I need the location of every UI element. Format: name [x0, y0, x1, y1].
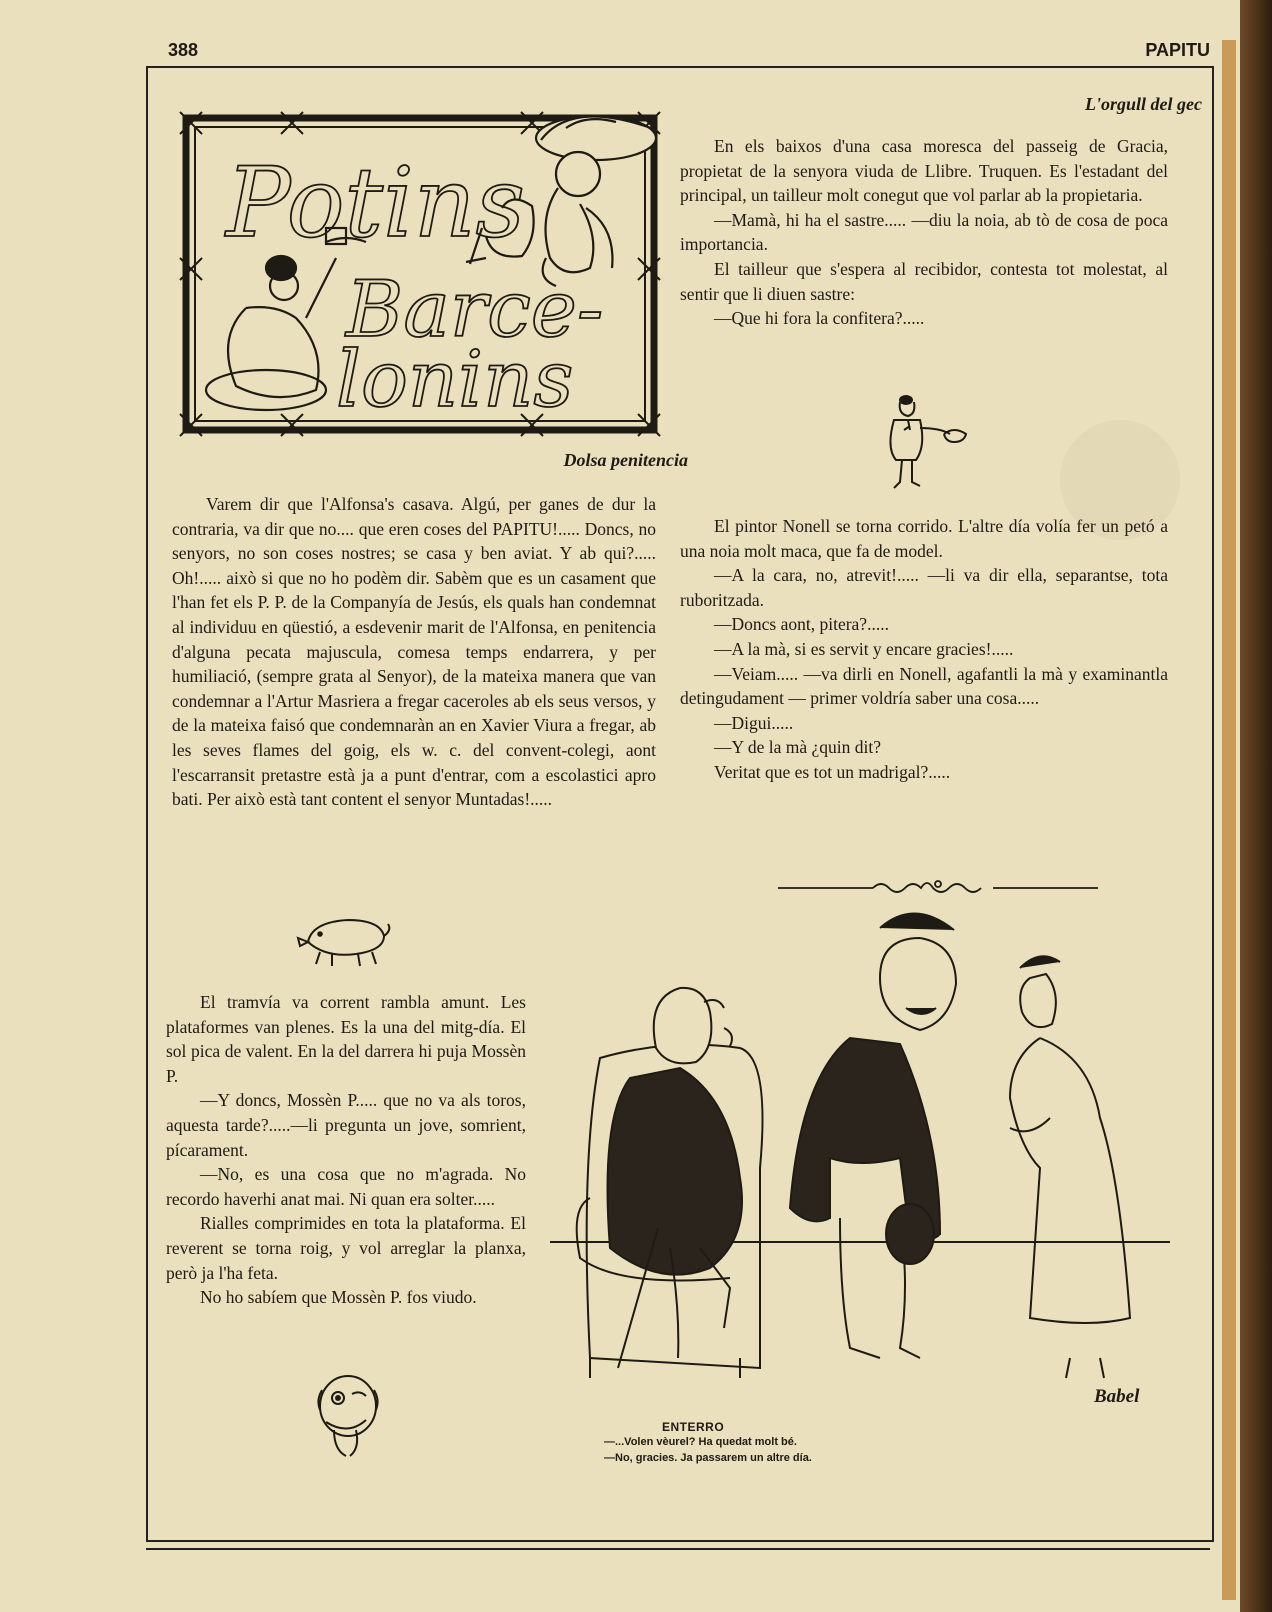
article-tramvia [166, 990, 526, 1310]
paragraph: —Digui..... [714, 712, 794, 733]
paragraph: —A la mà, si es servit y encare gracies!..... [714, 638, 1014, 659]
tailor-sketch [880, 392, 980, 492]
page-number: 388 [168, 40, 199, 60]
paragraph: —A la cara, no, atrevit!..... —li va dir ella, separantse, tota ruboritzada. [680, 565, 1168, 610]
paragraph: En els baixos d'una casa moresca del passeig de Gracia, propietat de la senyora viuda de Llibre. Truquen. Es l'estadant del principal, un tailleur molt conegut que vol parlar ab la propietaria. [680, 136, 1168, 206]
running-head [168, 40, 1210, 68]
paragraph: Varem dir que l'Alfonsa's casava. Algú, per ganes de dur la contraria, va dir que no.... que eren coses del PAPITU!..... Doncs, no senyors, no son coses nostres; se casa y ben aviat. Y ab qui?..... Oh!..... això si que no ho podèm dir. Sabèm que es un casament que l'han fet els P. P. de la Companyía de Jesús, els quals han condemnat al individuu en qüestió, a esdevenir marit de l'Alfonsa, en penitencia d'alguna pecata majuscula, comesa temps endarrera, y per humiliació, (sempre grata al Senyor), de la mateixa manera que van condemnar a l'Artur Masriera a fregar caceroles ab els seus versos, y de la mateixa faisó que condemnaràn an en Xavier Viura a fregar, ab les seves flames del goig, els w. c. del convent-colegi, aont l'escarransit pretastre està ja a punt d'entrar, com a escolastici apro bati. Per això està tant content el senyor Muntadas!..... [172, 494, 656, 810]
caption-line: —No, gracies. Ja passarem un altre día. [604, 1452, 812, 1464]
title-line-2: Barce- [346, 265, 604, 355]
bottom-rule [146, 1548, 1210, 1550]
section-heading-dolsa: Dolsa penitencia [563, 450, 688, 470]
binding-edge [1222, 40, 1236, 1600]
paragraph: —Mamà, hi ha el sastre..... —diu la noia, ab tò de cosa de poca importancia. [680, 209, 1168, 255]
paragraph: Rialles comprimides en tota la plataforma. El reverent se torna roig, y vol arreglar la planxa, però ja l'ha feta. [166, 1213, 526, 1283]
title-line-1: Potins [226, 147, 525, 259]
article-dolsa [172, 492, 656, 812]
paragraph: No ho sabíem que Mossèn P. fos viudo. [200, 1287, 477, 1308]
title-line-3: lonins [336, 335, 574, 425]
cartoon-caption [604, 1420, 812, 1466]
book-spine [1240, 0, 1272, 1612]
paragraph: —Y doncs, Mossèn P..... que no va als toros, aquesta tarde?.....—li pregunta un jove, somrient, pícarament. [166, 1090, 526, 1160]
title-panel [186, 118, 654, 430]
pig-sketch [296, 910, 396, 966]
laughing-face-sketch [312, 1372, 384, 1458]
cartoon-illustration [550, 898, 1190, 1418]
ornamental-divider [778, 876, 1098, 896]
article-nonell [680, 514, 1168, 785]
paragraph: El pintor Nonell se torna corrido. L'altre día volía fer un petó a una noia molt maca, que fa de model. [680, 516, 1168, 561]
paragraph: —Veiam..... —va dirli en Nonell, agafantli la mà y examinantla detingudament — primer voldría saber una cosa..... [680, 663, 1168, 709]
artist-signature: Babel [1094, 1386, 1140, 1407]
paragraph: —Y de la mà ¿quin dit? [714, 737, 882, 758]
paragraph: El tailleur que s'espera al recibidor, contesta tot molestat, al sentir que li diuen sastre: [680, 258, 1168, 304]
caption-line: —...Volen vèurel? Ha quedat molt bé. [604, 1436, 797, 1448]
publication-title: PAPITU [1145, 40, 1210, 60]
paragraph: —Doncs aont, pitera?..... [714, 614, 889, 635]
paragraph: Veritat que es tot un madrigal?..... [714, 761, 951, 782]
paragraph: —Que hi fora la confitera?..... [714, 308, 925, 329]
caption-title: ENTERRO [662, 1420, 725, 1434]
section-heading-orgull: L'orgull del gec [1085, 94, 1202, 114]
paragraph: El tramvía va corrent rambla amunt. Les plataformes van plenes. Es la una del mitg-día. El sol pica de valent. En la del darrera hi puja Mossèn P. [166, 992, 526, 1086]
article-orgull [680, 134, 1168, 331]
paragraph: —No, es una cosa que no m'agrada. No recordo haverhi anat mai. Ni quan era solter..... [166, 1164, 526, 1209]
